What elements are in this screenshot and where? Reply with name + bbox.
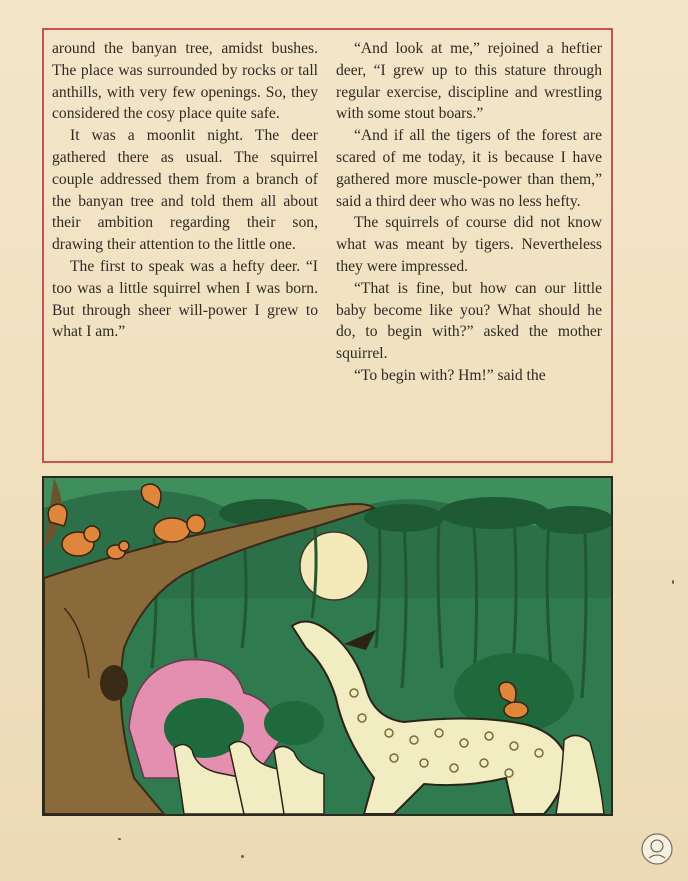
paragraph: It was a moonlit night. The deer gathered there as usual. The squirrel couple addressed them from a branch of the banyan tree and told them all about their ambition regarding their son, drawing their attention to the little one.: [52, 127, 318, 254]
paragraph: “That is fine, but how can our little baby become like you? What should he do, to begin with?” asked the mother squirrel.: [336, 279, 602, 363]
scan-speck: [241, 855, 244, 858]
text-frame: [42, 28, 613, 463]
scan-speck: [672, 580, 674, 584]
right-text-column: [336, 38, 602, 387]
paragraph: The squirrels of course did not know what was meant by tigers. Nevertheless they were impressed.: [336, 214, 602, 275]
paragraph: “And if all the tigers of the forest are scared of me today, it is because I have gathered more muscle-power than them,” said a third deer who was no less hefty.: [336, 127, 602, 210]
moon-icon: [300, 532, 368, 600]
left-text-column: [52, 38, 318, 343]
forest-illustration: [42, 476, 613, 816]
collector-stamp-icon: [640, 832, 674, 866]
paragraph: “And look at me,” rejoined a heftier deer, “I grew up to this stature through regular exercise, discipline and wrestling with some stout boars.”: [336, 40, 602, 123]
paragraph: “To begin with? Hm!” said the: [354, 366, 546, 384]
scan-speck: [208, 518, 211, 521]
paragraph: around the banyan tree, amidst bushes. The place was surrounded by rocks or tall anthills, with very few openings. So, they considered the cosy place quite safe.: [52, 40, 318, 123]
scan-speck: [118, 838, 121, 840]
paragraph: The first to speak was a hefty deer. “I too was a little squirrel when I was born. But through sheer will-power I grew to what I am.”: [52, 257, 318, 341]
